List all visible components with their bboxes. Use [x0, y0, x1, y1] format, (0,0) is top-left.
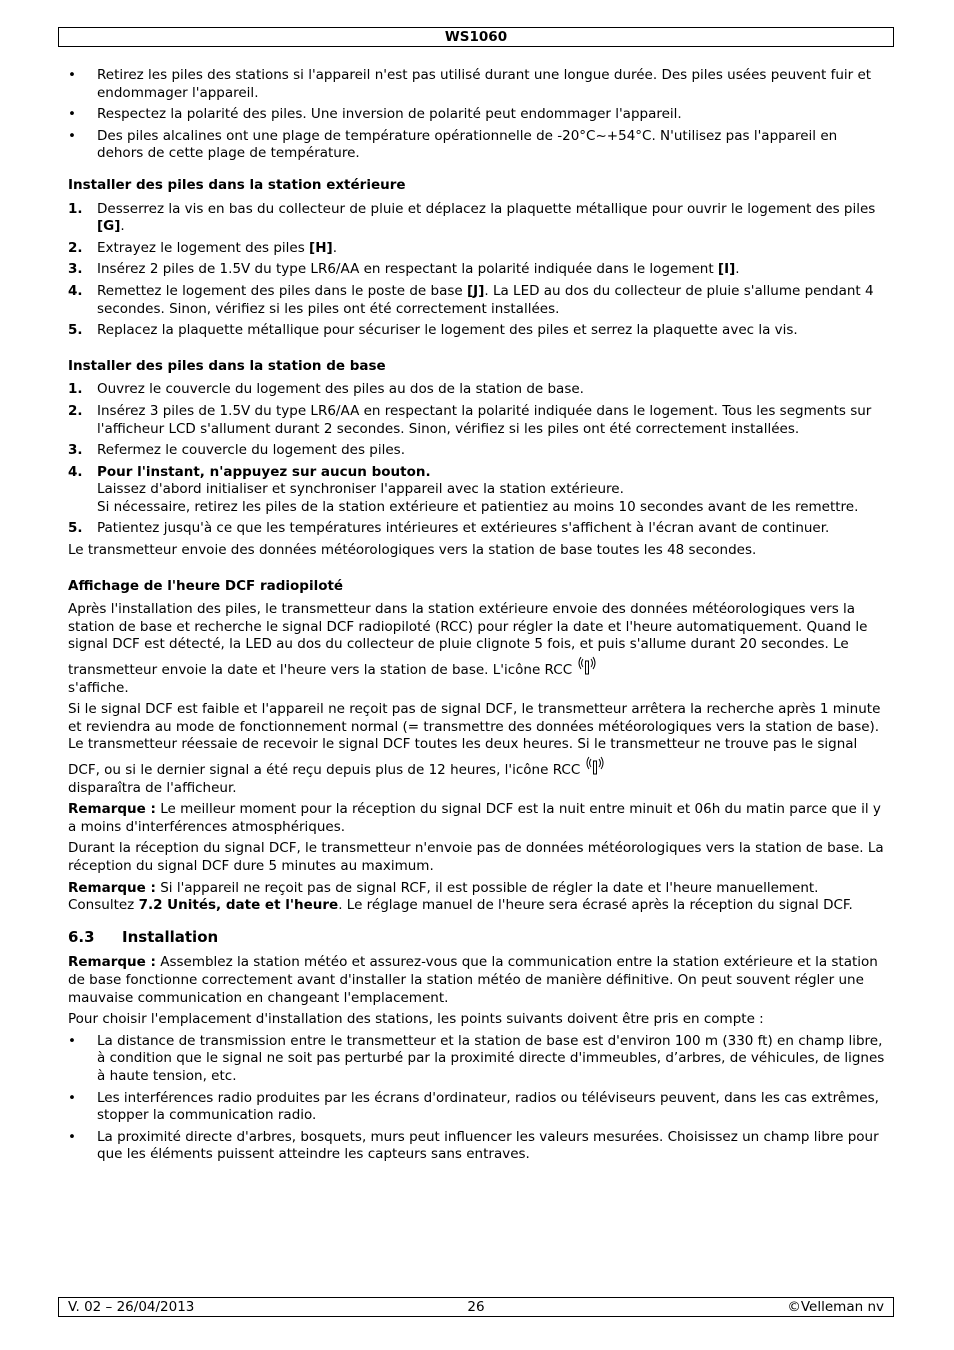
remark-text: Si l'appareil ne reçoit pas de signal RCF, il est possible de régler la date et l'heure manuellement. Consultez [68, 879, 819, 914]
list-item [68, 322, 886, 340]
remark-label: Remarque : [68, 954, 156, 971]
step-text-after: . [735, 261, 740, 278]
step-text: Si nécessaire, retirez les piles de la station extérieure et patientiez au moins 10 secondes avant de les remettre. [97, 498, 859, 515]
step-text: Desserrez la vis en bas du collecteur de pluie et déplacez la plaquette métallique pour ouvrir le logement des piles [97, 200, 876, 217]
step-number: 3. [68, 442, 83, 459]
step-number: 5. [68, 520, 83, 537]
section-number: 6.3 [68, 927, 95, 946]
rcc-radio-signal-icon [584, 754, 606, 776]
list-item [68, 442, 886, 460]
figure-ref: [J] [467, 282, 485, 299]
step-text: Laissez d'abord initialiser et synchroniser l'appareil avec la station extérieure. [97, 481, 624, 498]
step-text: Insérez 2 piles de 1.5V du type LR6/AA en respectant la polarité indiquée dans le logement [97, 261, 718, 278]
dcf-remark-2 [68, 880, 886, 915]
step-text: Insérez 3 piles de 1.5V du type LR6/AA en respectant la polarité indiquée dans le logement. Tous les segments sur l'afficheur LCD s'allument durant 2 secondes. Sinon, vérifiez si les piles ont été correctement installées. [97, 402, 872, 437]
paragraph-text: Si le signal DCF est faible et l'appareil ne reçoit pas de signal DCF, le transmetteur arrêtera la recherche après 1 minute et reviendra au mode de fonctionnement normal (= transmettre des données météorologiques vers la station de base). Le transmetteur réessaie de recevoir le signal DCF toutes les deux heures. Si le transmetteur ne trouve pas le signal DCF, ou si le dernier signal a été reçu depuis plus de 12 heures, l'icône RCC [68, 701, 881, 778]
cross-reference: 7.2 Unités, date et l'heure [138, 897, 339, 914]
remark-label: Remarque : [68, 879, 156, 896]
section-title [68, 929, 886, 947]
paragraph-text: Après l'installation des piles, le transmetteur dans la station extérieure envoie des données météorologiques vers la station de base et recherche le signal DCF radiopiloté (RCC) pour régler la date et l'heure automatiquement. Quand le signal DCF est détecté, la LED au dos du collecteur de pluie clignote 5 fois, et puis s'allume durant 20 secondes. Le transmetteur envoie la date et l'heure vers la station de base. L'icône RCC [68, 601, 868, 679]
dcf-paragraph-2 [68, 701, 886, 797]
step-number: 1. [68, 381, 83, 398]
base-closing-text: Le transmetteur envoie des données météorologiques vers la station de base toutes les 48 secondes. [68, 542, 757, 559]
figure-ref: [H] [309, 239, 333, 256]
outdoor-heading: Installer des piles dans la station extérieure [68, 176, 406, 193]
page-footer [58, 1297, 894, 1317]
step-number: 2. [68, 402, 83, 419]
paragraph-text: disparaîtra de l'afficheur. [68, 779, 237, 796]
list-item: • La distance de transmission entre le transmetteur et la station de base est d'environ 100 m (330 ft) en champ libre, à condition que le signal ne soit pas perturbé par la proximité directe d'immeubles, d’arbres, de véhicules, de lignes à haute tension, etc. [68, 1033, 886, 1086]
dcf-heading: Affichage de l'heure DCF radiopiloté [68, 577, 344, 594]
footer-copyright: ©Velleman nv [787, 1299, 884, 1315]
intro-bullet-list [68, 67, 886, 163]
step-text-after: . La LED au dos du collecteur de pluie s'allume pendant 4 secondes. Sinon, vérifiez si les piles ont été correctement installées. [97, 282, 874, 317]
step-text-after: . [120, 218, 125, 235]
list-item [68, 283, 886, 318]
step-text: Patientez jusqu'à ce que les températures intérieures et extérieures s'affichent à l'écran avant de continuer. [97, 520, 830, 537]
figure-ref: [I] [717, 261, 736, 278]
section-title-text: Installation [122, 927, 219, 946]
step-number: 2. [68, 239, 83, 256]
step-text: Remettez le logement des piles dans le poste de base [97, 282, 467, 299]
step-text: Extrayez le logement des piles [97, 239, 310, 256]
remark-text: Assemblez la station météo et assurez-vous que la communication entre la station extérieure et la station de base fonctionne correctement avant d'installer la station météo de manière définitive. On peut souvent régler une mauvaise communication en changeant l'emplacement. [68, 954, 878, 1006]
list-item: • Retirez les piles des stations si l'appareil n'est pas utilisé durant une longue durée. Des piles usées peuvent fuir et endommager l'appareil. [68, 67, 886, 102]
step-number: 5. [68, 322, 83, 339]
list-item: • Des piles alcalines ont une plage de température opérationnelle de -20°C~+54°C. N'utilisez pas l'appareil en dehors de cette plage de température. [68, 128, 886, 163]
base-steps [68, 381, 886, 538]
outdoor-steps [68, 201, 886, 340]
remark-label: Remarque : [68, 801, 156, 818]
step-number: 4. [68, 282, 83, 299]
list-item [68, 381, 886, 399]
list-item: • La proximité directe d'arbres, bosquets, murs peut influencer les valeurs mesurées. Choisissez un champ libre pour que les éléments puissent atteindre les capteurs sans entraves. [68, 1129, 886, 1164]
list-item: • Les interférences radio produites par les écrans d'ordinateur, radios ou téléviseurs peuvent, dans les cas extrêmes, stopper la communication radio. [68, 1090, 886, 1125]
list-item [68, 261, 886, 279]
dcf-remark-1 [68, 801, 886, 836]
remark-text: Le meilleur moment pour la réception du signal DCF est la nuit entre minuit et 06h du matin parce que il y a moins d'interférences atmosphériques. [68, 801, 881, 835]
step-text: Replacez la plaquette métallique pour sécuriser le logement des piles et serrez la plaquette avec la vis. [97, 322, 798, 339]
rcc-radio-signal-icon [576, 654, 598, 676]
page-header [58, 27, 894, 47]
figure-ref: [G] [97, 218, 121, 235]
step-bold-text: Pour l'instant, n'appuyez sur aucun bouton. [97, 463, 431, 480]
list-item [68, 201, 886, 236]
list-item [68, 403, 886, 438]
step-number: 3. [68, 261, 83, 278]
base-heading: Installer des piles dans la station de base [68, 357, 386, 374]
step-number: 1. [68, 200, 83, 217]
page-content [68, 67, 886, 1168]
dcf-paragraph-1 [68, 601, 886, 697]
footer-page-number: 26 [467, 1299, 485, 1315]
install-remark [68, 954, 886, 1007]
list-item [68, 464, 886, 517]
header-title: WS1060 [444, 29, 508, 45]
install-bullet-list [68, 1033, 886, 1164]
list-item: • Respectez la polarité des piles. Une inversion de polarité peut endommager l'appareil. [68, 106, 886, 124]
install-intro: Pour choisir l'emplacement d'installation des stations, les points suivants doivent être pris en compte : [68, 1011, 764, 1028]
dcf-paragraph-3: Durant la réception du signal DCF, le transmetteur n'envoie pas de données météorologiques vers la station de base. La réception du signal DCF dure 5 minutes au maximum. [68, 840, 884, 874]
list-item [68, 520, 886, 538]
step-text: Refermez le couvercle du logement des piles. [97, 442, 405, 459]
step-number: 4. [68, 463, 83, 480]
step-text: Ouvrez le couvercle du logement des piles au dos de la station de base. [97, 381, 584, 398]
step-text-after: . [332, 239, 337, 256]
footer-version: V. 02 – 26/04/2013 [68, 1299, 195, 1315]
remark-text: . Le réglage manuel de l'heure sera écrasé après la réception du signal DCF. [338, 897, 853, 914]
paragraph-text: s'affiche. [68, 679, 129, 696]
list-item [68, 240, 886, 258]
